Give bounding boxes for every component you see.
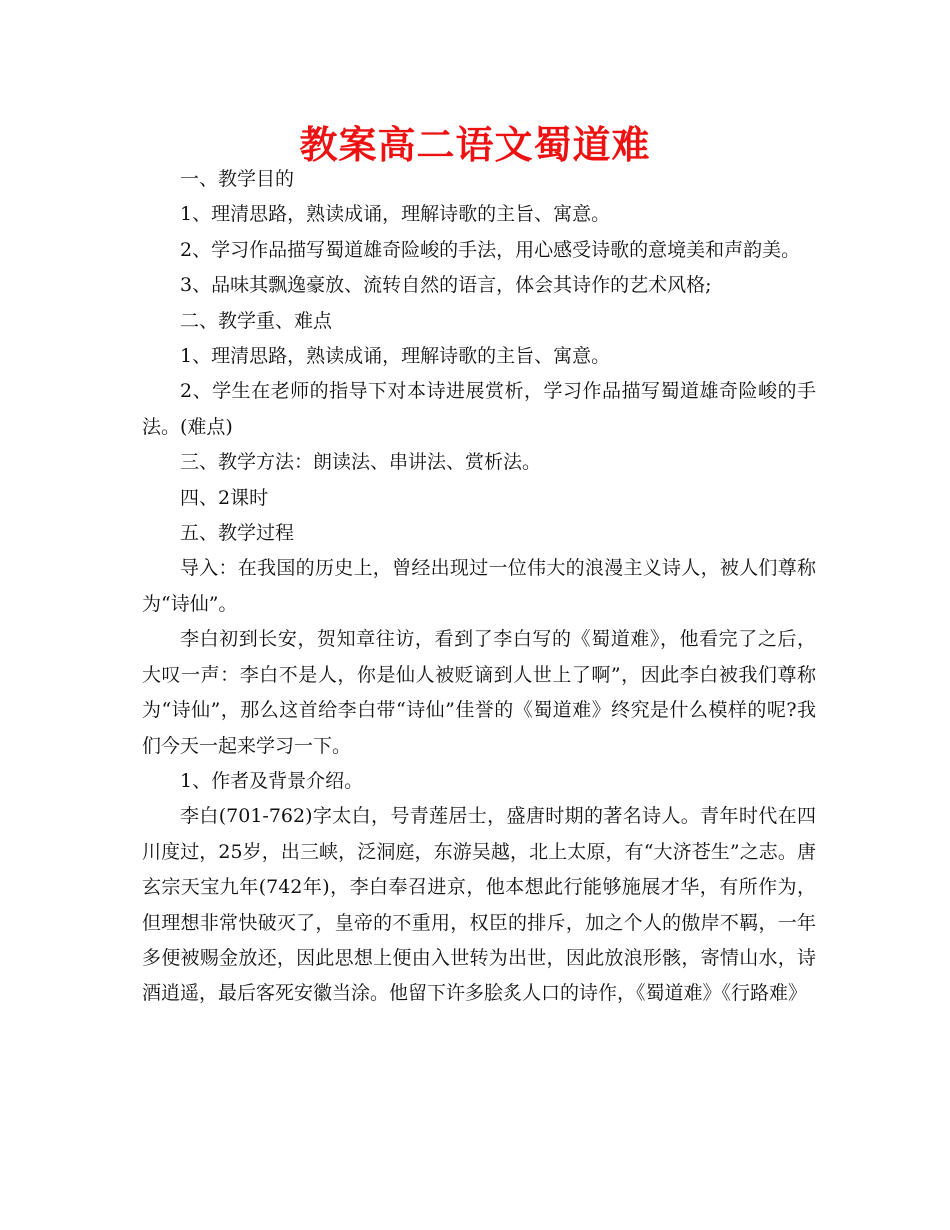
section-heading-periods: 四、2课时 [180, 486, 269, 509]
author-background-paragraph: 李白(701-762)字太白，号青莲居士，盛唐时期的著名诗人。青年时代在四川度过，25岁，出三峡，泛洞庭，东游吴越，北上太原，有“大济苍生”之志。唐玄宗天宝九年(742年)，李白奉召进京，他本想此行能够施展才华，有所作为，但理想非常快破灭了，皇帝的不重用，权臣的排斥，加之个人的傲岸不羁，一年多便被赐金放还，因此思想上便由入世转为出世，因此放浪形骸，寄情山水，诗酒逍遥，最后客死安徽当涂。他留下许多脍炙人口的诗作，《蜀道难》《行路难》 [142, 805, 816, 1005]
subsection-heading-author: 1、作者及背景介绍。 [180, 769, 364, 792]
objective-item-3: 3、品味其飘逸豪放、流转自然的语言，体会其诗作的艺术风格; [180, 274, 712, 297]
objective-item-1: 1、理清思路，熟读成诵，理解诗歌的主旨、寓意。 [180, 203, 611, 226]
key-point-item-1: 1、理清思路，熟读成诵，理解诗歌的主旨、寓意。 [180, 345, 611, 368]
section-heading-objectives: 一、教学目的 [180, 168, 295, 190]
introduction-paragraph: 导入：在我国的历史上，曾经出现过一位伟大的浪漫主义诗人，被人们尊称为“诗仙”。 [142, 557, 816, 615]
key-point-item-2: 2、学生在老师的指导下对本诗进展赏析，学习作品描写蜀道雄奇险峻的手法。(难点) [142, 380, 816, 438]
document-body [142, 162, 816, 1012]
objective-item-2: 2、学习作品描写蜀道雄奇险峻的手法，用心感受诗歌的意境美和声韵美。 [180, 238, 801, 261]
section-heading-methods: 三、教学方法：朗读法、串讲法、赏析法。 [180, 451, 542, 474]
section-heading-process: 五、教学过程 [180, 522, 295, 545]
section-heading-key-points: 二、教学重、难点 [180, 309, 333, 332]
anecdote-paragraph: 李白初到长安，贺知章往访，看到了李白写的《蜀道难》，他看完了之后，大叹一声：李白不是人，你是仙人被贬谪到人世上了啊”，因此李白被我们尊称为“诗仙”，那么这首给李白带“诗仙”佳誉的《蜀道难》终究是什么模样的呢?我们今天一起来学习一下。 [142, 628, 816, 757]
document-title: 教案高二语文蜀道难 [299, 122, 651, 167]
